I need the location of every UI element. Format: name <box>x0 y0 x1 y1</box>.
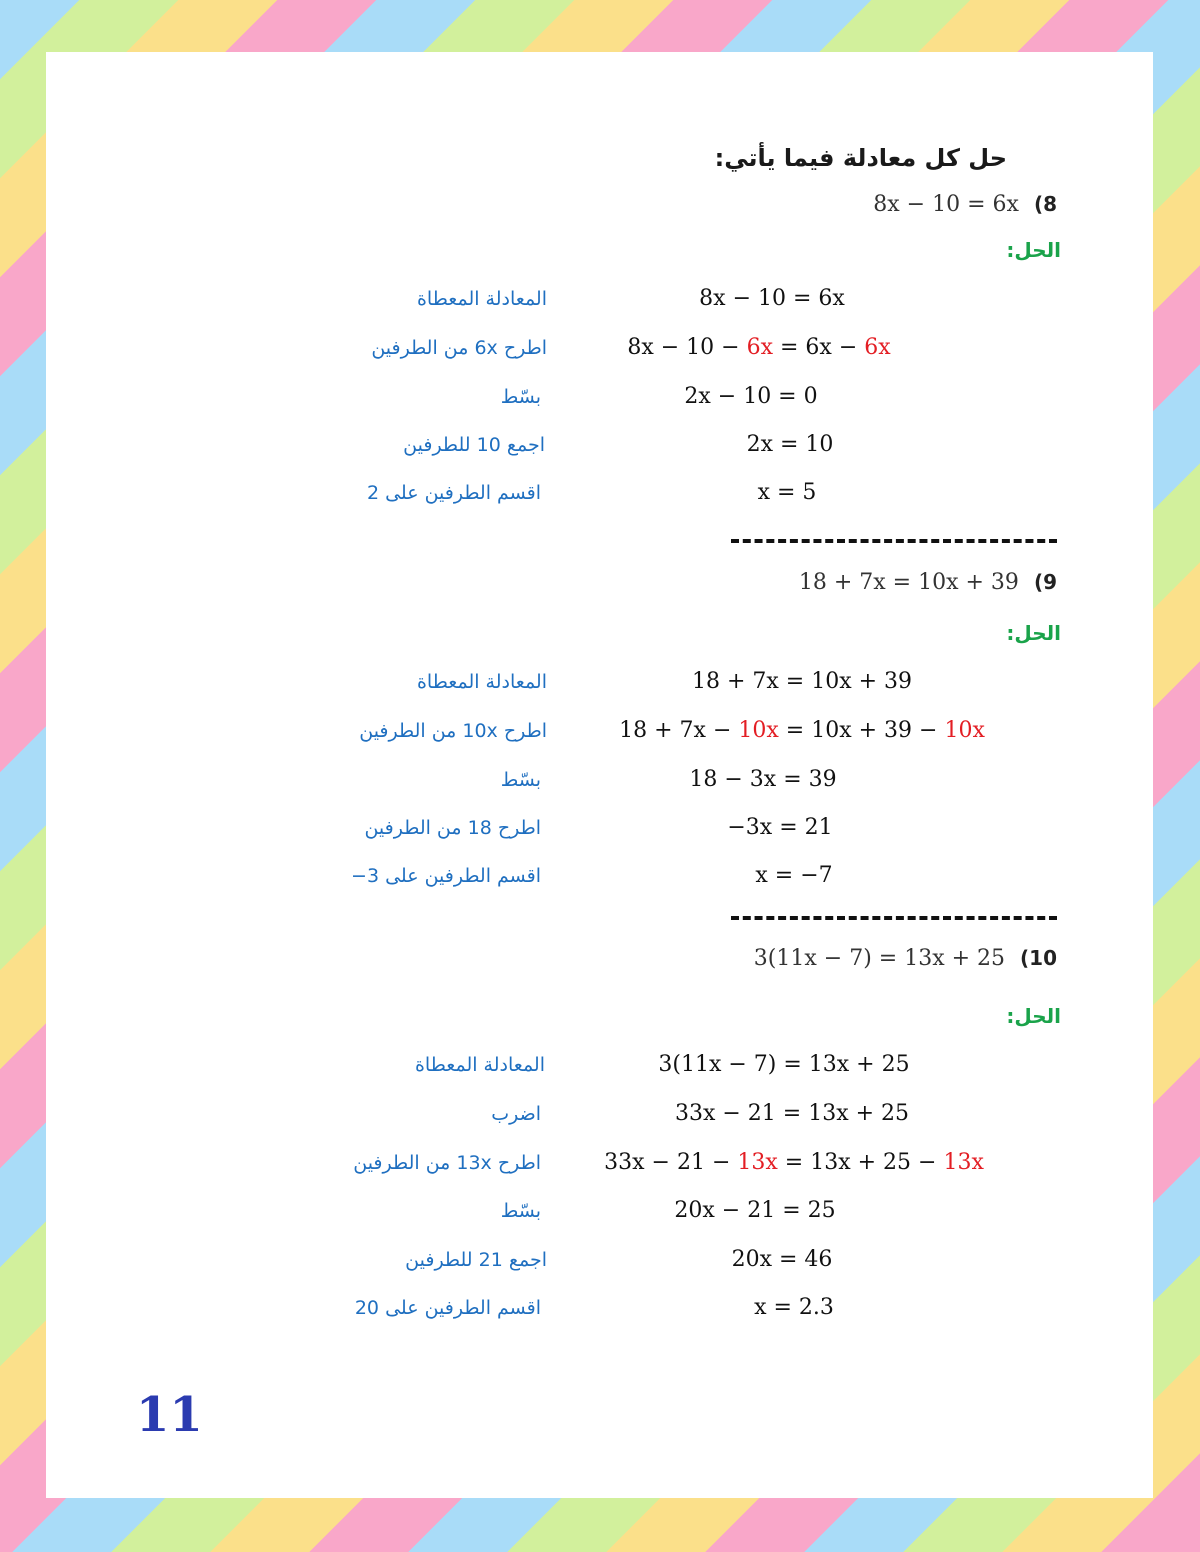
step-equation: x = 2.3 <box>754 1295 834 1320</box>
solution-label: الحل: <box>1006 1004 1061 1028</box>
eq-part: 8x − 10 − <box>627 335 747 360</box>
step-description: اقسم الطرفين على 3− <box>351 865 541 887</box>
solution-label: الحل: <box>1006 238 1061 262</box>
problem-10-statement <box>754 946 1057 971</box>
eq-part: = 6x − <box>773 335 865 360</box>
eq-highlight: 6x <box>746 335 773 360</box>
step-description: اطرح 13x من الطرفين <box>353 1152 541 1174</box>
eq-part: = 10x + 39 − <box>778 718 945 743</box>
step-description: المعادلة المعطاة <box>416 671 547 693</box>
step-equation: −3x = 21 <box>727 815 833 840</box>
step-equation: 3(11x − 7) = 13x + 25 <box>658 1052 910 1077</box>
step-description: بسّط <box>500 769 541 791</box>
step-description: المعادلة المعطاة <box>414 1054 545 1076</box>
step-equation: 18 − 3x = 39 <box>689 767 837 792</box>
step-description: اطرح 10x من الطرفين <box>359 720 547 742</box>
problem-8-statement <box>873 192 1057 217</box>
page-sheet <box>46 52 1153 1498</box>
problem-equation: 18 + 7x = 10x + 39 <box>798 570 1019 595</box>
step-equation: x = −7 <box>755 863 833 888</box>
eq-part: = 13x + 25 − <box>777 1150 944 1175</box>
step-equation <box>619 718 985 743</box>
step-description: اطرح 18 من الطرفين <box>364 817 541 839</box>
eq-highlight: 13x <box>943 1150 984 1175</box>
problem-number: (9 <box>1033 570 1057 594</box>
problem-number: (8 <box>1033 192 1057 216</box>
eq-highlight: 10x <box>944 718 985 743</box>
step-equation: 18 + 7x = 10x + 39 <box>691 669 913 694</box>
page-number: 11 <box>136 1387 203 1443</box>
eq-part: 33x − 21 − <box>604 1150 738 1175</box>
step-equation: 8x − 10 = 6x <box>699 286 845 311</box>
section-divider <box>731 916 1057 920</box>
step-equation <box>627 335 890 360</box>
step-description: اقسم الطرفين على 20 <box>354 1297 541 1319</box>
step-description: بسّط <box>500 1200 541 1222</box>
step-equation: 2x = 10 <box>746 432 834 457</box>
step-equation: 33x − 21 = 13x + 25 <box>674 1101 910 1126</box>
step-description: اضرب <box>491 1103 541 1125</box>
problem-number: (10 <box>1020 946 1057 970</box>
step-equation <box>604 1150 984 1175</box>
step-description: اجمع 10 للطرفين <box>403 434 545 456</box>
problem-equation: 8x − 10 = 6x <box>873 192 1019 217</box>
step-description: اجمع 21 للطرفين <box>405 1249 547 1271</box>
step-description: المعادلة المعطاة <box>416 288 547 310</box>
problem-equation: 3(11x − 7) = 13x + 25 <box>753 946 1006 971</box>
exercise-heading: حل كل معادلة فيما يأتي: <box>714 144 1007 172</box>
step-equation: 20x = 46 <box>731 1247 833 1272</box>
solution-label: الحل: <box>1006 621 1061 645</box>
step-equation: x = 5 <box>757 480 817 505</box>
step-description: اطرح 6x من الطرفين <box>371 337 547 359</box>
eq-highlight: 13x <box>737 1150 778 1175</box>
eq-highlight: 6x <box>864 335 891 360</box>
step-equation: 2x − 10 = 0 <box>684 384 818 409</box>
problem-9-statement <box>799 570 1057 595</box>
step-description: اقسم الطرفين على 2 <box>366 482 541 504</box>
step-equation: 20x − 21 = 25 <box>674 1198 836 1223</box>
eq-highlight: 10x <box>738 718 779 743</box>
step-description: بسّط <box>500 386 541 408</box>
section-divider <box>731 539 1057 543</box>
eq-part: 18 + 7x − <box>619 718 739 743</box>
